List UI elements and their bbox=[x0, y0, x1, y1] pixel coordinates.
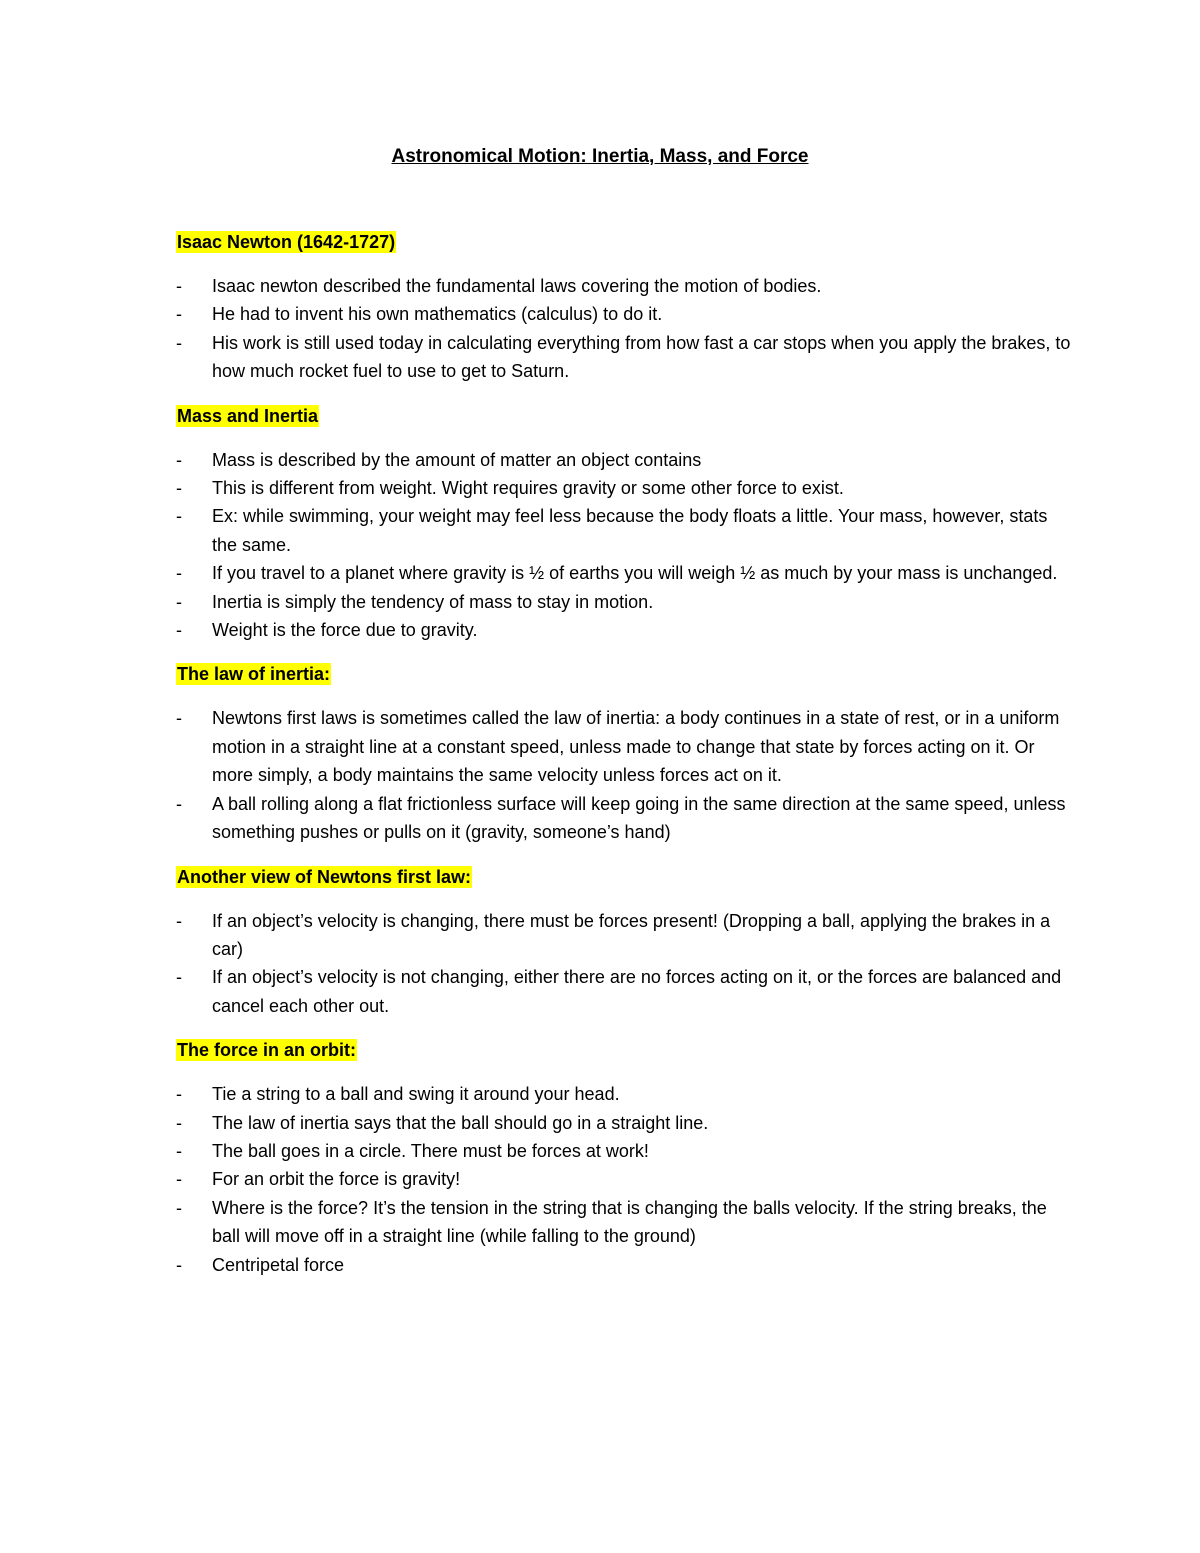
list-item-text: If an object’s velocity is changing, there must be forces present! (Dropping a ball, applying the brakes in a car) bbox=[212, 910, 1051, 959]
list-item-text: Centripetal force bbox=[212, 1254, 345, 1275]
dash-bullet: - bbox=[176, 1169, 182, 1190]
highlighted-heading-text: Another view of Newtons first law: bbox=[177, 866, 472, 887]
dash-bullet: - bbox=[176, 563, 182, 584]
list-item-text: A ball rolling along a flat frictionless surface will keep going in the same direction at the same speed, unless something pushes or pulls on it (gravity, someone’s hand) bbox=[212, 793, 1066, 843]
list-item-text: Weight is the force due to gravity. bbox=[212, 620, 478, 641]
list-item bbox=[176, 300, 1076, 328]
list-item bbox=[176, 502, 1076, 559]
dash-bullet: - bbox=[176, 620, 182, 641]
dash-bullet: - bbox=[176, 910, 182, 931]
highlighted-heading-text: The law of inertia: bbox=[177, 664, 331, 685]
list-item-text: Newtons first laws is sometimes called the law of inertia: a body continues in a state of rest, or in a uniform motion in a straight line at a constant speed, unless made to change that state by forces acting on it. Or more simply, a body maintains the same velocity unless forces act on it. bbox=[212, 708, 1060, 786]
dash-bullet: - bbox=[176, 591, 182, 612]
list-item bbox=[176, 1080, 1076, 1108]
dash-bullet: - bbox=[176, 1197, 182, 1218]
list-item bbox=[176, 446, 1076, 474]
list-item-text: Where is the force? It’s the tension in the string that is changing the balls velocity. If the string breaks, the ball will move off in a straight line (while falling to the ground) bbox=[212, 1197, 1047, 1247]
dash-bullet: - bbox=[176, 449, 182, 470]
dash-bullet: - bbox=[176, 793, 182, 814]
dash-bullet: - bbox=[176, 1112, 182, 1133]
dash-bullet: - bbox=[176, 506, 182, 527]
list-item-text: The law of inertia says that the ball should go in a straight line. bbox=[212, 1112, 709, 1133]
highlighted-heading-text: The force in an orbit: bbox=[177, 1040, 357, 1061]
list-item bbox=[176, 329, 1076, 386]
section-heading bbox=[176, 660, 1076, 688]
list-item bbox=[176, 790, 1076, 847]
list-item-text: He had to invent his own mathematics (calculus) to do it. bbox=[212, 304, 663, 325]
list-item-text: If an object’s velocity is not changing, either there are no forces acting on it, or the forces are balanced and cancel each other out. bbox=[212, 967, 1062, 1016]
bullet-list bbox=[176, 446, 1076, 645]
bullet-list bbox=[176, 907, 1076, 1021]
list-item bbox=[176, 616, 1076, 644]
list-item-text: Inertia is simply the tendency of mass to stay in motion. bbox=[212, 591, 654, 612]
list-item bbox=[176, 559, 1076, 587]
dash-bullet: - bbox=[176, 332, 182, 353]
bullet-list bbox=[176, 1080, 1076, 1279]
document-title: Astronomical Motion: Inertia, Mass, and Force bbox=[391, 146, 809, 167]
section-heading bbox=[176, 228, 1076, 256]
dash-bullet: - bbox=[176, 276, 182, 296]
dash-bullet: - bbox=[176, 1140, 182, 1161]
list-item bbox=[176, 1165, 1076, 1193]
section-law-of-inertia bbox=[176, 660, 1076, 846]
list-item bbox=[176, 1194, 1076, 1251]
list-item bbox=[176, 907, 1076, 964]
document-body bbox=[176, 228, 1076, 1295]
list-item-text: If you travel to a planet where gravity is ½ of earths you will weigh ½ as much by your mass is unchanged. bbox=[212, 563, 1058, 584]
list-item bbox=[176, 963, 1076, 1020]
list-item bbox=[176, 474, 1076, 502]
list-item bbox=[176, 1137, 1076, 1165]
dash-bullet: - bbox=[176, 1254, 182, 1275]
list-item-text: For an orbit the force is gravity! bbox=[212, 1169, 461, 1190]
list-item bbox=[176, 1109, 1076, 1137]
dash-bullet: - bbox=[176, 967, 182, 988]
section-heading bbox=[176, 402, 1076, 430]
highlighted-heading-text: Mass and Inertia bbox=[177, 405, 319, 426]
section-another-view bbox=[176, 863, 1076, 1021]
list-item-text: Mass is described by the amount of matter an object contains bbox=[212, 449, 702, 470]
list-item-text: Isaac newton described the fundamental laws covering the motion of bodies. bbox=[212, 276, 822, 296]
dash-bullet: - bbox=[176, 708, 182, 729]
list-item-text: Tie a string to a ball and swing it around your head. bbox=[212, 1084, 620, 1105]
highlighted-heading-text: Isaac Newton (1642-1727) bbox=[177, 232, 396, 252]
dash-bullet: - bbox=[176, 304, 182, 325]
list-item bbox=[176, 588, 1076, 616]
section-heading bbox=[176, 863, 1076, 891]
list-item-text: The ball goes in a circle. There must be forces at work! bbox=[212, 1140, 649, 1161]
list-item bbox=[176, 1251, 1076, 1279]
list-item-text: This is different from weight. Wight requires gravity or some other force to exist. bbox=[212, 478, 844, 499]
section-heading bbox=[176, 1036, 1076, 1064]
list-item-text: His work is still used today in calculating everything from how fast a car stops when you apply the brakes, to how much rocket fuel to use to get to Saturn. bbox=[212, 332, 1071, 382]
bullet-list bbox=[176, 272, 1076, 386]
dash-bullet: - bbox=[176, 1084, 182, 1105]
section-isaac-newton bbox=[176, 228, 1076, 386]
list-item bbox=[176, 272, 1076, 300]
list-item-text: Ex: while swimming, your weight may feel less because the body floats a little. Your mass, however, stats the same. bbox=[212, 506, 1048, 555]
section-mass-and-inertia bbox=[176, 402, 1076, 645]
bullet-list bbox=[176, 704, 1076, 846]
list-item bbox=[176, 704, 1076, 789]
dash-bullet: - bbox=[176, 478, 182, 499]
section-force-in-orbit bbox=[176, 1036, 1076, 1279]
